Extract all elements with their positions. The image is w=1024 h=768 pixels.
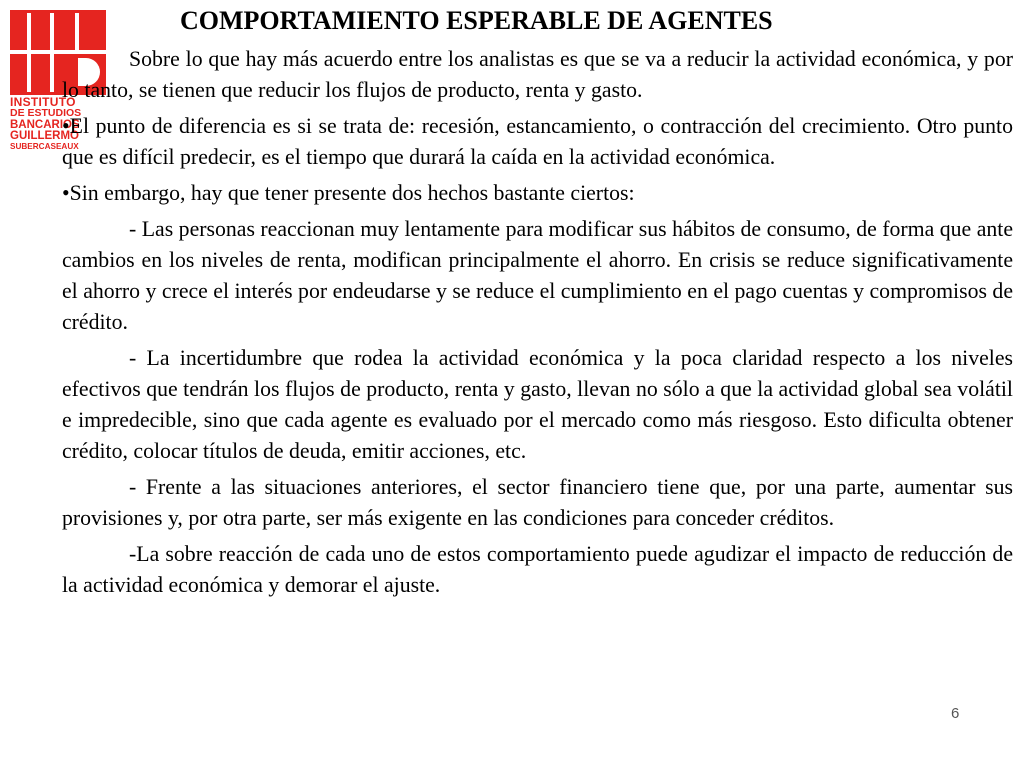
paragraph: - La incertidumbre que rodea la actividad económica y la poca claridad respecto a los niveles efectivos que tendrán los flujos de producto, renta y gasto, llevan no sólo a que la actividad global sea volátil e impredecible, sino que cada agente es evaluado por el mercado como más riesgoso. Esto dificulta obtener crédito, colocar títulos de deuda, emitir acciones, etc.: [62, 346, 1013, 463]
logo-text-line: BANCARIOS: [10, 119, 80, 131]
logo-text-line: GUILLERMO: [10, 130, 79, 142]
bullet-paragraph: •El punto de diferencia es si se trata de: recesión, estancamiento, o contracción del crecimiento. Otro punto que es difícil predecir, es el tiempo que durará la caída en la actividad económica.: [62, 114, 1013, 169]
logo-text-line: SUBERCASEAUX: [10, 142, 79, 151]
paragraph: -La sobre reacción de cada uno de estos comportamiento puede agudizar el impacto de reducción de la actividad económica y demorar el ajuste.: [62, 542, 1013, 597]
paragraph: - Las personas reaccionan muy lentamente para modificar sus hábitos de consumo, de forma que ante cambios en los niveles de renta, modifican principalmente el ahorro. En crisis se reduce significativamente el ahorro y crece el interés por endeudarse y se reduce el cumplimiento en el pago cuentas y compromisos de crédito.: [62, 217, 1013, 334]
page-number: 6: [951, 705, 960, 722]
paragraph: Sobre lo que hay más acuerdo entre los analistas es que se va a reducir la actividad económica, y por lo tanto, se tienen que reducir los flujos de producto, renta y gasto.: [62, 47, 1013, 102]
slide-body: [62, 44, 1013, 606]
logo-text-line: INSTITUTO: [10, 95, 76, 109]
paragraph: - Frente a las situaciones anteriores, el sector financiero tiene que, por una parte, aumentar sus provisiones y, por otra parte, ser más exigente en las condiciones para conceder créditos.: [62, 475, 1013, 530]
bullet-paragraph: •Sin embargo, hay que tener presente dos hechos bastante ciertos:: [62, 181, 635, 205]
slide-title: COMPORTAMIENTO ESPERABLE DE AGENTES: [180, 6, 773, 35]
logo-text-line: DE ESTUDIOS: [10, 107, 82, 119]
